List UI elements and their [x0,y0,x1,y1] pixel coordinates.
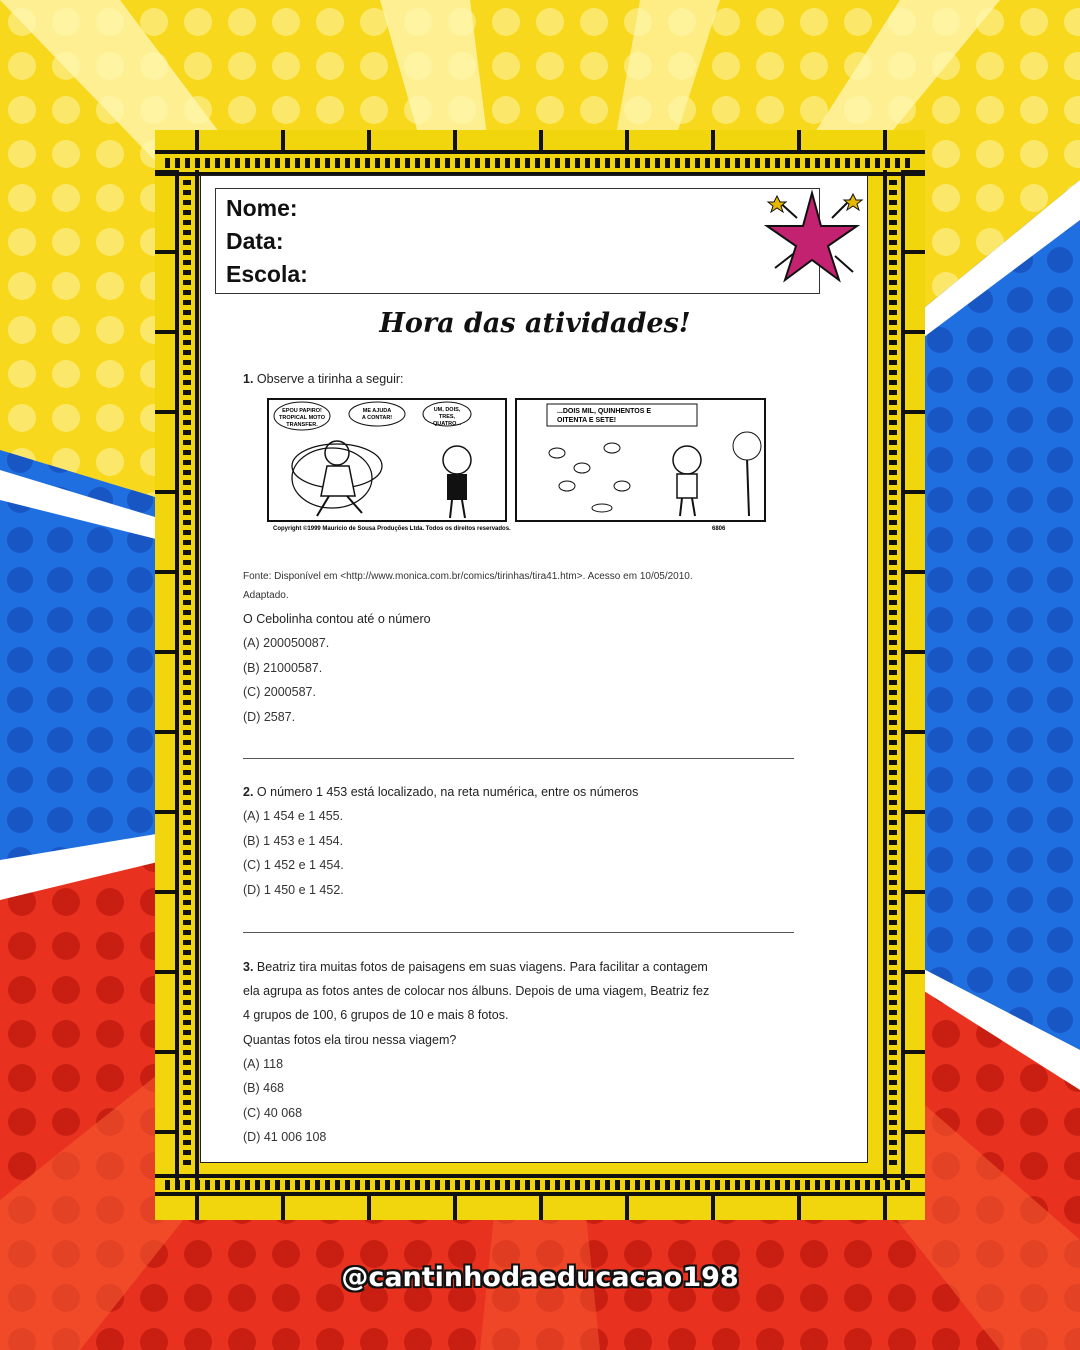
svg-text:A CONTAR!: A CONTAR! [361,415,393,421]
svg-text:OITENTA E SETE!: OITENTA E SETE! [557,417,617,424]
q1-option-a: (A) 200050087. [243,636,330,650]
balloon-1: EPOU PAPIRO! [282,408,322,414]
svg-text:TRES,: TRES, [438,414,456,420]
q3-option-b: (B) 468 [243,1081,284,1095]
q2-option-d: (D) 1 450 e 1 452. [243,883,344,897]
q1-option-d: (D) 2587. [243,710,296,724]
student-info-box [215,188,820,294]
svg-text:TRANSFER.: TRANSFER. [286,422,318,428]
comic-strip [267,398,767,533]
instagram-handle: @cantinhodaeducacao198 [341,1262,739,1293]
svg-text:TROPICAL MOTO: TROPICAL MOTO [279,415,325,421]
q3-option-c: (C) 40 068 [243,1106,303,1120]
question-3-line-3: 4 grupos de 100, 6 grupos de 10 e mais 8 fotos. [243,1008,509,1022]
divider [243,932,794,933]
question-1-text: O Cebolinha contou até o número [243,612,431,626]
source-line-1: Fonte: Disponível em <http://www.monica.com.br/comics/tirinhas/tira41.htm>. Acesso em 10/05/2010. [243,571,693,582]
comic-code: 6806 [712,526,726,532]
worksheet [200,175,868,1163]
question-3-line-1: 3. Beatriz tira muitas fotos de paisagens em suas viagens. Para facilitar a contagem [243,960,708,974]
question-1-prompt: 1. Observe a tirinha a seguir: [243,372,404,386]
q2-option-b: (B) 1 453 e 1 454. [243,834,344,848]
balloon-3: UM, DOIS, [433,407,461,413]
question-3-text: Quantas fotos ela tirou nessa viagem? [243,1033,457,1047]
balloon-4: ...DOIS MIL, QUINHENTOS E [557,408,651,415]
data-label: Data: [226,228,284,254]
question-2-prompt: 2. O número 1 453 está localizado, na reta numérica, entre os números [243,785,639,799]
question-3-line-2: ela agrupa as fotos antes de colocar nos álbuns. Depois de uma viagem, Beatriz fez [243,984,710,998]
q3-option-a: (A) 118 [243,1057,284,1071]
balloon-2: ME AJUDA [362,408,392,414]
nome-label: Nome: [226,195,298,221]
page-title: Hora das atividades! [379,308,691,339]
q2-option-c: (C) 1 452 e 1 454. [243,858,344,872]
q3-option-d: (D) 41 006 108 [243,1130,327,1144]
source-line-2: Adaptado. [243,590,289,601]
q1-option-c: (C) 2000587. [243,685,316,699]
q2-option-a: (A) 1 454 e 1 455. [243,809,344,823]
divider [243,758,794,759]
q1-option-b: (B) 21000587. [243,661,323,675]
comic-copyright: Copyright ©1999 Mauricio de Sousa Produções Ltda. Todos os direitos reservados. [273,526,511,532]
star-icon [757,188,867,288]
escola-label: Escola: [226,261,308,287]
svg-text:QUATRO...: QUATRO... [432,421,462,427]
